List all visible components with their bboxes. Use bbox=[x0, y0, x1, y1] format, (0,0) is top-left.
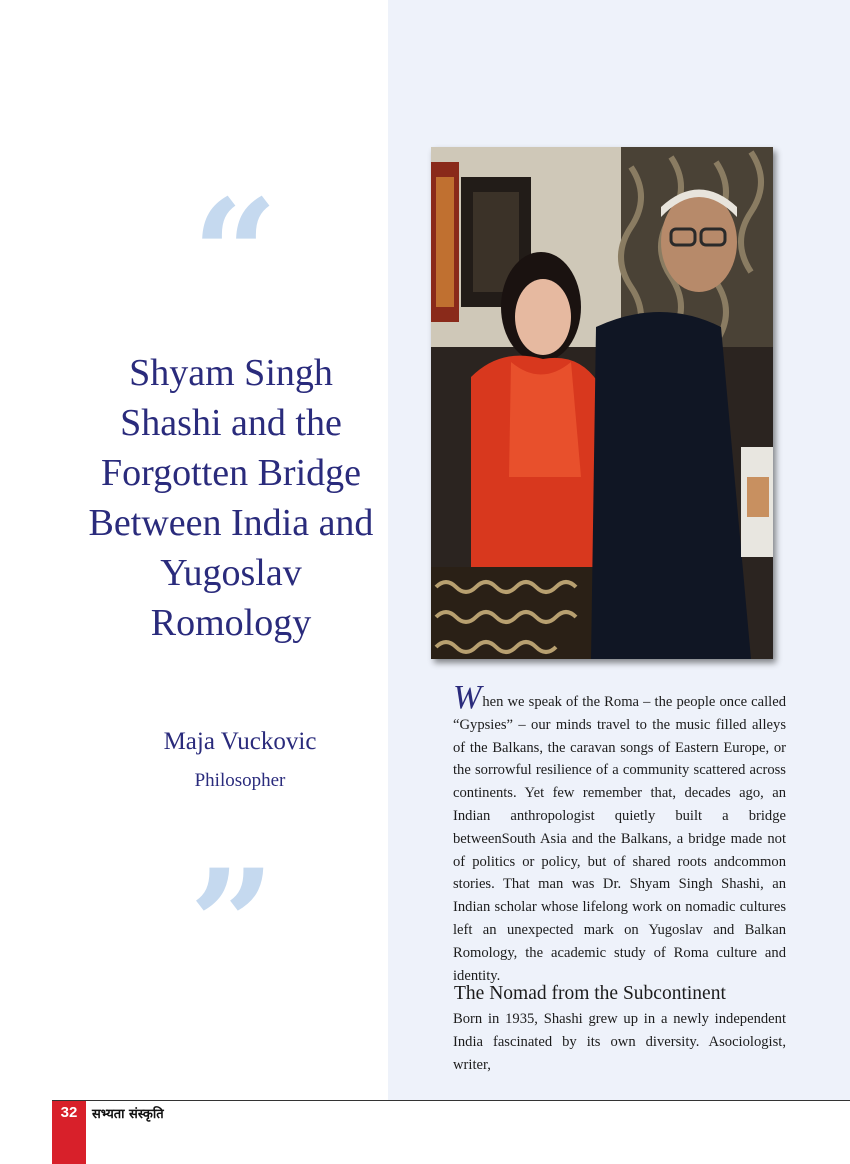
article-photo bbox=[431, 147, 773, 659]
intro-text: hen we speak of the Roma – the people once called “Gypsies” – our minds travel to the music filled alleys of the Balkans, the caravan songs of Eastern Europe, or the sorrowful resilience of a community scattered across continents. Yet few remember that, decades ago, an Indian anthropologist quietly built a bridge betweenSouth Asia and the Balkans, a bridge made not of politics or policy, but of shared roots andcommon stories. That man was Dr. Shyam Singh Shashi, an Indian scholar whose lifelong work on nomadic cultures left an unexpected mark on Yugoslav and Balkan Romology, the academic study of Roma culture and identity. bbox=[453, 694, 786, 984]
article-intro-paragraph bbox=[453, 679, 786, 987]
footer-divider bbox=[52, 1100, 850, 1101]
article-title: Shyam Singh Shashi and the Forgotten Bridge Between India and Yugoslav Romology bbox=[88, 352, 374, 644]
magazine-name: सभ्यता संस्कृति bbox=[92, 1107, 164, 1122]
page-number: 32 bbox=[60, 1104, 78, 1121]
section-heading: The Nomad from the Subcontinent bbox=[454, 983, 726, 1004]
opening-quote-mark: “ bbox=[191, 167, 279, 343]
closing-quote-mark: ” bbox=[188, 837, 276, 1013]
drop-cap: W bbox=[453, 679, 482, 716]
author-name: Maja Vuckovic bbox=[163, 728, 317, 755]
section-paragraph: Born in 1935, Shashi grew up in a newly independent India fascinated by its own diversity. Asociologist, writer, bbox=[453, 1011, 786, 1073]
author-role: Philosopher bbox=[194, 770, 286, 791]
